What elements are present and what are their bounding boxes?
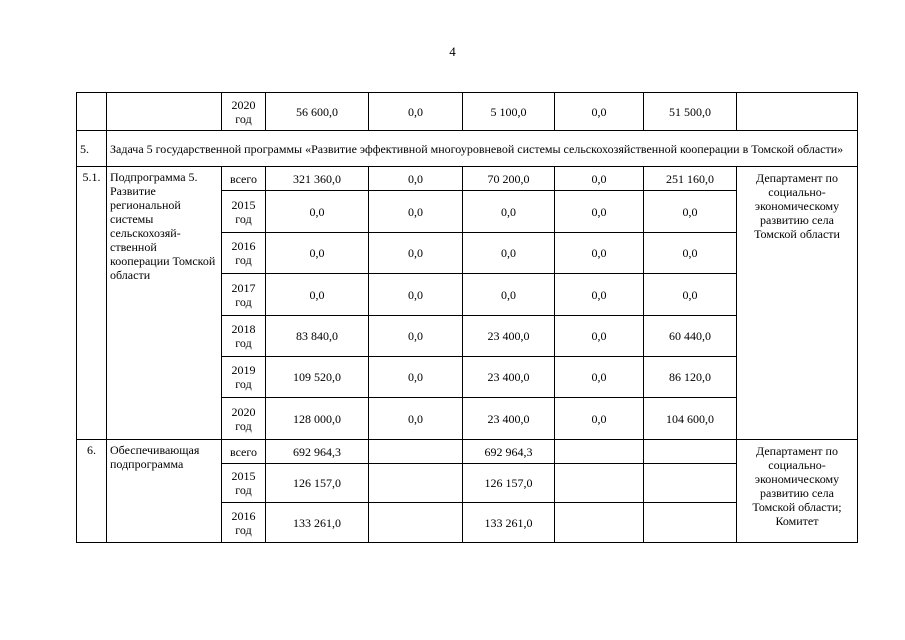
- value-cell: 128 000,0: [266, 398, 369, 440]
- value-cell: 0,0: [555, 93, 644, 131]
- value-cell: 126 157,0: [463, 464, 555, 503]
- value-cell: 0,0: [555, 274, 644, 316]
- subprogram-5-1-responsible: Департамент по социально-экономическому развитию села Томской области: [737, 167, 858, 440]
- year-cell: 2016 год: [222, 233, 266, 274]
- value-cell: 0,0: [369, 357, 463, 398]
- value-cell: [369, 440, 463, 464]
- value-cell: 109 520,0: [266, 357, 369, 398]
- year-cell: 2019 год: [222, 357, 266, 398]
- value-cell: 321 360,0: [266, 167, 369, 191]
- value-cell: 0,0: [555, 398, 644, 440]
- page-number: 4: [449, 44, 456, 59]
- year-cell: 2020 год: [222, 398, 266, 440]
- value-cell: 692 964,3: [266, 440, 369, 464]
- year-cell: 2016 год: [222, 503, 266, 543]
- year-cell: всего: [222, 440, 266, 464]
- year-cell: 2015 год: [222, 191, 266, 233]
- year-cell: 2018 год: [222, 316, 266, 357]
- value-cell: 23 400,0: [463, 357, 555, 398]
- value-cell: 23 400,0: [463, 398, 555, 440]
- year-cell: 2015 год: [222, 464, 266, 503]
- value-cell: 126 157,0: [266, 464, 369, 503]
- value-cell: 0,0: [644, 191, 737, 233]
- value-cell: [555, 503, 644, 543]
- value-cell: [555, 440, 644, 464]
- table-row: [77, 440, 858, 464]
- subprogram-6-responsible: Департамент по социально-экономическому развитию села Томской области; Комитет: [737, 440, 858, 543]
- budget-table: [76, 92, 858, 543]
- value-cell: 0,0: [369, 316, 463, 357]
- value-cell: [644, 464, 737, 503]
- value-cell: 0,0: [266, 233, 369, 274]
- value-cell: 0,0: [644, 274, 737, 316]
- subprogram-6-name: Обеспечивающая подпрограмма: [107, 440, 222, 543]
- responsible-cell: [737, 93, 858, 131]
- value-cell: 23 400,0: [463, 316, 555, 357]
- subprogram-5-1-number: 5.1.: [77, 167, 107, 440]
- value-cell: 0,0: [369, 93, 463, 131]
- table-body: [77, 93, 858, 543]
- value-cell: [555, 464, 644, 503]
- value-cell: [644, 440, 737, 464]
- value-cell: 5 100,0: [463, 93, 555, 131]
- value-cell: 0,0: [555, 233, 644, 274]
- value-cell: 133 261,0: [463, 503, 555, 543]
- task-number: 5.: [77, 131, 107, 167]
- value-cell: 0,0: [555, 357, 644, 398]
- value-cell: 692 964,3: [463, 440, 555, 464]
- table-row: [77, 93, 858, 131]
- value-cell: 56 600,0: [266, 93, 369, 131]
- subprogram-6-number: 6.: [77, 440, 107, 543]
- year-cell: 2020 год: [222, 93, 266, 131]
- value-cell: 251 160,0: [644, 167, 737, 191]
- value-cell: 51 500,0: [644, 93, 737, 131]
- value-cell: 0,0: [369, 167, 463, 191]
- table-row: [77, 167, 858, 191]
- subprogram-5-1-name: Подпрограмма 5. Развитие региональной системы сельскохозяй-ственной кооперации Томской области: [107, 167, 222, 440]
- value-cell: 0,0: [463, 233, 555, 274]
- row-number: [77, 93, 107, 131]
- value-cell: [369, 503, 463, 543]
- value-cell: 0,0: [369, 398, 463, 440]
- value-cell: 0,0: [463, 191, 555, 233]
- value-cell: 133 261,0: [266, 503, 369, 543]
- value-cell: 70 200,0: [463, 167, 555, 191]
- value-cell: 0,0: [555, 191, 644, 233]
- value-cell: 0,0: [463, 274, 555, 316]
- value-cell: 0,0: [266, 191, 369, 233]
- value-cell: 0,0: [555, 167, 644, 191]
- value-cell: [369, 464, 463, 503]
- value-cell: 83 840,0: [266, 316, 369, 357]
- value-cell: 104 600,0: [644, 398, 737, 440]
- row-name: [107, 93, 222, 131]
- value-cell: [644, 503, 737, 543]
- value-cell: 86 120,0: [644, 357, 737, 398]
- value-cell: 0,0: [369, 233, 463, 274]
- value-cell: 0,0: [644, 233, 737, 274]
- value-cell: 60 440,0: [644, 316, 737, 357]
- year-cell: всего: [222, 167, 266, 191]
- value-cell: 0,0: [266, 274, 369, 316]
- value-cell: 0,0: [555, 316, 644, 357]
- value-cell: 0,0: [369, 191, 463, 233]
- task-text: Задача 5 государственной программы «Развитие эффективной многоуровневой системы сельскохозяйственной кооперации в Томской области»: [107, 131, 858, 167]
- value-cell: 0,0: [369, 274, 463, 316]
- task-row: [77, 131, 858, 167]
- year-cell: 2017 год: [222, 274, 266, 316]
